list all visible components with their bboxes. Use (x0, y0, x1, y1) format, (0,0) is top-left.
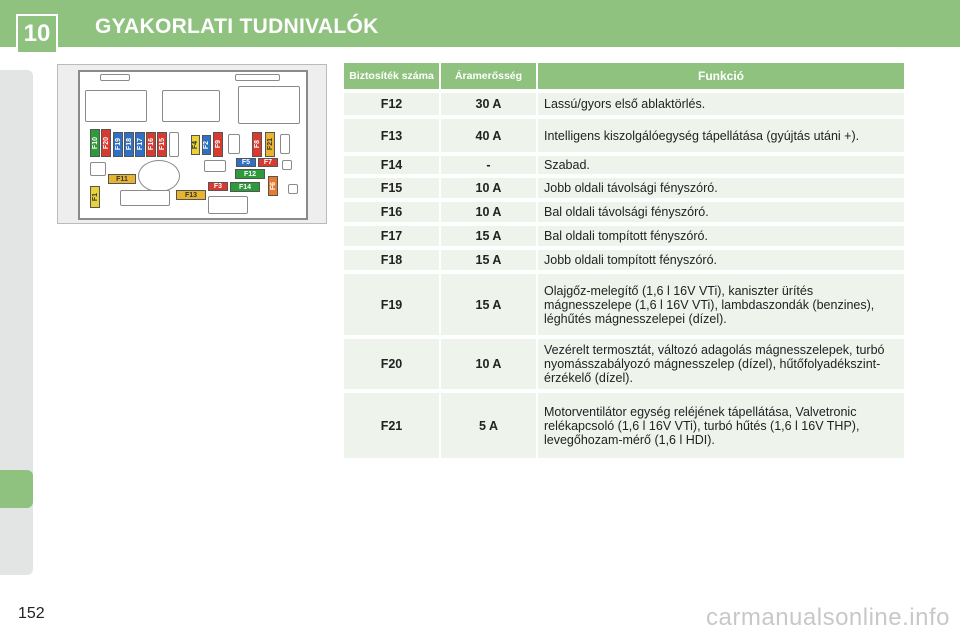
fuse-table (344, 63, 904, 462)
chapter-number: 10 (16, 14, 58, 54)
function: Motorventilátor egység reléjének tápellátása, Valvetronic relékapcsoló (1,6 l 16V VTi), turbó hűtés (1,6 l 16V THP), levegőhozam-mérő (1,6 l HDI). (538, 393, 904, 458)
function: Jobb oldali tompított fényszóró. (538, 250, 904, 270)
function: Vezérelt termosztát, változó adagolás mágnesszelepek, turbó nyomásszabályozó mágnesszelep (dízel), hűtőfolyadékszint-érzékelő (dízel). (538, 339, 904, 389)
fuse-f7: F7 (258, 158, 278, 167)
page-number: 152 (18, 605, 45, 622)
function: Bal oldali távolsági fényszóró. (538, 202, 904, 222)
relay-block (238, 86, 300, 124)
fuse-f1: F1 (90, 186, 100, 208)
function: Olajgőz-melegítő (1,6 l 16V VTi), kaniszter ürítés mágnesszelepe (1,6 l 16V VTi), lambdaszondák (benzines), léghűtés mágnesszelepei (dízel). (538, 274, 904, 335)
fuse-f9: F9 (213, 132, 223, 157)
fuse-f6: F6 (268, 176, 278, 196)
fuse-number: F17 (344, 226, 439, 246)
fuse-slot-empty (228, 134, 240, 154)
relay-round (138, 160, 180, 192)
function: Intelligens kiszolgálóegység tápellátása (gyújtás utáni +). (538, 119, 904, 152)
function: Jobb oldali távolsági fényszóró. (538, 178, 904, 198)
table-row (344, 339, 904, 389)
fuse-number: F21 (344, 393, 439, 458)
fuse-number: F20 (344, 339, 439, 389)
fuse-number: F19 (344, 274, 439, 335)
fuse-f4: F4 (191, 135, 200, 155)
table-row (344, 178, 904, 198)
fuse-f11: F11 (108, 174, 136, 184)
fuse-slot-empty (280, 134, 290, 154)
table-row (344, 250, 904, 270)
fuse-number: F16 (344, 202, 439, 222)
connector-block (208, 196, 248, 214)
side-chapter-tab[interactable] (0, 470, 33, 508)
page-title: GYAKORLATI TUDNIVALÓK (95, 15, 379, 38)
table-row (344, 274, 904, 335)
table-row (344, 119, 904, 152)
fuse-f16: F16 (146, 132, 156, 157)
fuse-number: F13 (344, 119, 439, 152)
fuse-number: F18 (344, 250, 439, 270)
header-amperage: Áramerősség (441, 63, 536, 89)
function: Lassú/gyors első ablaktörlés. (538, 93, 904, 115)
fuse-f17: F17 (135, 132, 145, 157)
fuse-slot-empty (204, 160, 226, 172)
amperage: 15 A (441, 274, 536, 335)
fuse-f19: F19 (113, 132, 123, 157)
amperage: 15 A (441, 226, 536, 246)
amperage: 10 A (441, 202, 536, 222)
table-row (344, 93, 904, 115)
fuse-box-outline (78, 70, 308, 220)
table-row (344, 156, 904, 174)
connector-block (120, 190, 170, 206)
fuse-number: F15 (344, 178, 439, 198)
fuse-f15: F15 (157, 132, 167, 157)
relay-block (162, 90, 220, 122)
fuse-f18: F18 (124, 132, 134, 157)
amperage: 40 A (441, 119, 536, 152)
fuse-box-diagram (57, 64, 327, 224)
relay-block (85, 90, 147, 122)
fuse-slot-empty (282, 160, 292, 170)
amperage: 30 A (441, 93, 536, 115)
fuse-f3: F3 (208, 182, 228, 191)
fuse-f2: F2 (202, 135, 211, 155)
table-row (344, 393, 904, 458)
header-fuse-number: Biztosíték száma (344, 63, 439, 89)
fuse-f13: F13 (176, 190, 206, 200)
fuse-f21: F21 (265, 132, 275, 157)
function: Szabad. (538, 156, 904, 174)
watermark: carmanualsonline.info (706, 604, 950, 631)
connector-slot (235, 74, 280, 81)
amperage: 10 A (441, 339, 536, 389)
table-row (344, 226, 904, 246)
fuse-f5: F5 (236, 158, 256, 167)
amperage: 5 A (441, 393, 536, 458)
fuse-number: F14 (344, 156, 439, 174)
fuse-f8: F8 (252, 132, 262, 157)
table-row (344, 202, 904, 222)
connector-slot (100, 74, 130, 81)
fuse-number: F12 (344, 93, 439, 115)
fuse-f12: F12 (235, 169, 265, 179)
fuse-slot-empty (169, 132, 179, 157)
fuse-f10: F10 (90, 129, 100, 157)
header-function: Funkció (538, 63, 904, 89)
amperage: 10 A (441, 178, 536, 198)
amperage: 15 A (441, 250, 536, 270)
function: Bal oldali tompított fényszóró. (538, 226, 904, 246)
table-header-row (344, 63, 904, 89)
amperage: - (441, 156, 536, 174)
fuse-f20: F20 (101, 129, 111, 157)
relay-small (90, 162, 106, 176)
connector-slot (288, 184, 298, 194)
fuse-f14: F14 (230, 182, 260, 192)
